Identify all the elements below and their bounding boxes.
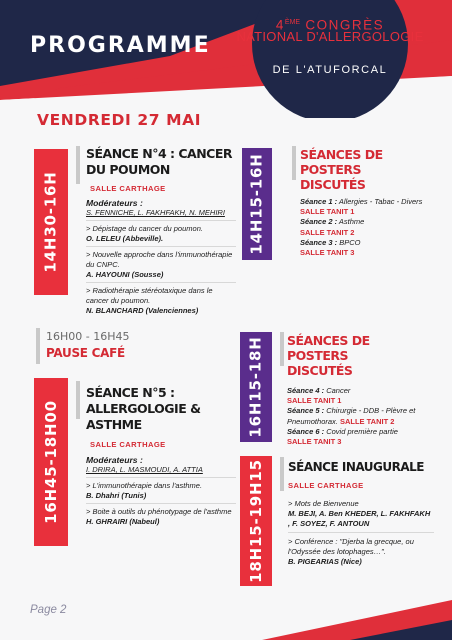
title-bar [280, 332, 284, 366]
posters-4-6: SÉANCES DE POSTERS DISCUTÉS Séance 4 : Cancer SALLE TANIT 1 Séance 5 : Chirurgie - DDB - Plèvre et Pneumothorax. SALLE TANIT 2 Séance 6 : Covid première partie SALLE TANIT 3 [287, 333, 416, 447]
time-tag-1615-18: 16H15-18H [240, 332, 272, 442]
time-tag-1815-1915: 18H15-19H15 [240, 456, 272, 586]
talk-speaker: O. LELEU (Abbeville). [86, 234, 164, 243]
talk-text: > Mots de Bienvenue [288, 499, 359, 508]
pause-time: 16H00 - 16H45 [46, 330, 130, 343]
title-bar [36, 328, 40, 364]
pause-title: PAUSE CAFÉ [46, 346, 125, 360]
talk-text: > Dépistage du cancer du poumon. [86, 224, 203, 233]
title-bar [76, 146, 80, 184]
inaugurale-room: SALLE CARTHAGE [288, 481, 364, 490]
session-4 [86, 146, 236, 316]
talk-speaker: M. BEJI, A. Ben KHEDER, L. FAKHFAKH , F. SOYEZ, F. ANTOUN [288, 509, 431, 528]
title-bar [292, 146, 296, 180]
time-tag-1645-1800: 16H45-18H00 [34, 378, 68, 546]
inaugurale-title: SÉANCE INAUGURALE [288, 460, 424, 474]
congress-title-line3: DE L'ATUFORCAL [272, 64, 388, 76]
moderators-names: I. DRIRA, L. MASMOUDI, A. ATTIA [86, 465, 203, 474]
talk-speaker: H. GHRAIRI (Nabeul) [86, 517, 160, 526]
session-5-title: SÉANCE N°5 : ALLERGOLOGIE & ASTHME [86, 385, 201, 432]
moderators-label: Modérateurs : [86, 198, 143, 208]
talk-speaker: N. BLANCHARD (Valenciennes) [86, 306, 199, 315]
time-tag-1430-16: 14H30-16H [34, 149, 68, 295]
congress-title-line1: 4ÈME CONGRÈS [275, 17, 385, 33]
time-tag-1415-16: 14H15-16H [242, 148, 272, 260]
session-5-room: SALLE CARTHAGE [90, 440, 166, 449]
page-number: Page 2 [30, 604, 67, 616]
talk-speaker: A. HAYOUNI (Sousse) [86, 270, 164, 279]
day-heading: VENDREDI 27 MAI [37, 111, 202, 129]
talk-text: > Nouvelle approche dans l'immunothérapie du CNPC. [86, 250, 233, 269]
session-4-title: SÉANCE N°4 : CANCER DU POUMON [86, 146, 232, 177]
footer-graphic [0, 576, 452, 640]
talk-text: > Conférence : "Djerba la grecque, ou l'Odyssée des lotophages…". [288, 537, 414, 556]
session-4-room: SALLE CARTHAGE [90, 184, 166, 193]
seance-inaugurale [288, 459, 434, 567]
talk-speaker: B. Dhahri (Tunis) [86, 491, 147, 500]
congress-title-line2: NATIONAL D'ALLERGOLOGIE [236, 29, 424, 44]
title-bar [76, 381, 80, 419]
moderators-label: Modérateurs : [86, 455, 143, 465]
talk-text: > Radiothérapie stéréotaxique dans le cancer du poumon. [86, 286, 213, 305]
talk-speaker: B. PIGEARIAS (Nice) [288, 557, 362, 566]
talk-text: > Boite à outils du phénotypage de l'asthme [86, 507, 232, 516]
page-title: PROGRAMME [30, 33, 211, 58]
pause-cafe [46, 330, 130, 360]
posters-1-3: SÉANCES DE POSTERS DISCUTÉS Séance 1 : Allergies - Tabac - Divers SALLE TANIT 1 Séance 2 : Asthme SALLE TANIT 2 Séance 3 : BPCO SALLE TANIT 3 [300, 147, 430, 258]
talk-text: > L'immunothérapie dans l'asthme. [86, 481, 203, 490]
moderators-names: S. FENNICHE, L. FAKHFAKH, N. MEHIRI [86, 208, 225, 217]
title-bar [280, 457, 284, 491]
posters-title: SÉANCES DE POSTERS DISCUTÉS [300, 147, 383, 192]
session-5 [86, 385, 236, 527]
posters-title: SÉANCES DE POSTERS DISCUTÉS [287, 333, 370, 378]
